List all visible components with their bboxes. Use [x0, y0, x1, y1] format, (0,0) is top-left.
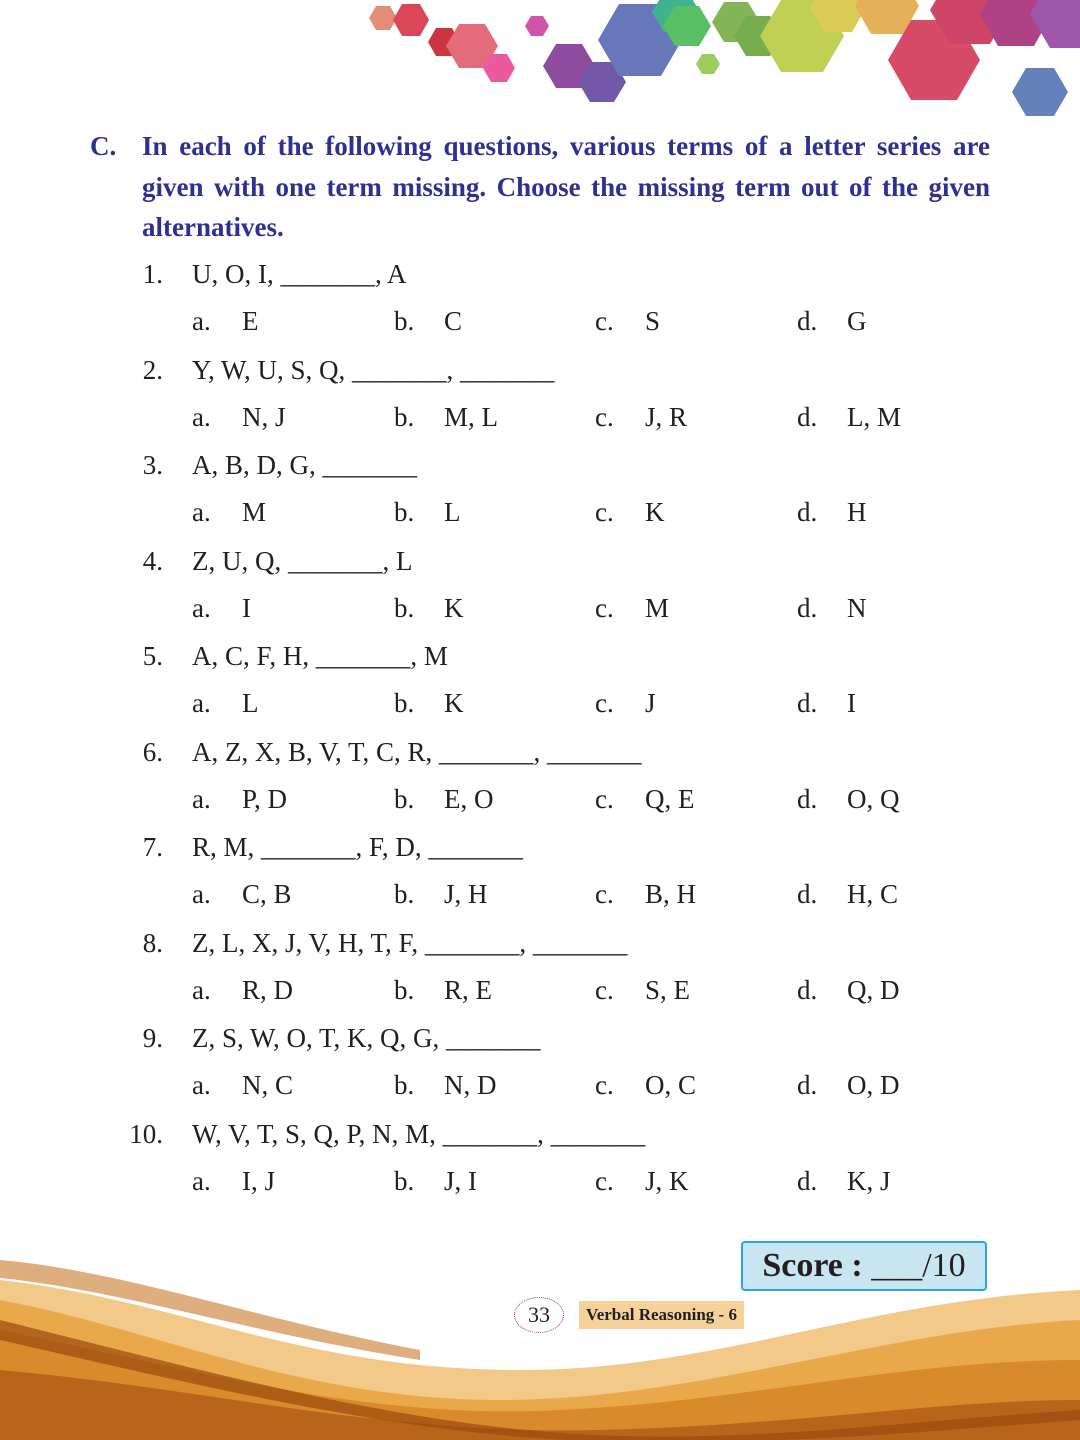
option-a[interactable]: a. N, C — [192, 1070, 294, 1100]
option-c[interactable]: c. O, C — [595, 1070, 697, 1100]
decorative-hexagon-banner — [0, 0, 1080, 130]
book-title-tag: Verbal Reasoning - 6 — [579, 1301, 744, 1329]
option-b[interactable]: b. E, O — [394, 783, 494, 814]
question-text: Z, S, W, O, T, K, Q, G, _______ — [192, 1023, 541, 1053]
question-number: 5. — [142, 641, 163, 671]
question-text: A, B, D, G, _______ — [192, 450, 418, 480]
question-number: 4. — [142, 545, 163, 576]
option-c[interactable]: c. J — [595, 688, 656, 718]
option-d[interactable]: d. N — [797, 592, 867, 623]
question-text: A, C, F, H, _______, M — [192, 641, 448, 671]
option-a[interactable]: a. C, B — [192, 879, 292, 909]
question-number: 8. — [142, 927, 163, 958]
option-c[interactable]: c. M — [595, 592, 670, 623]
question-number: 6. — [142, 736, 163, 767]
option-a[interactable]: a. I, J — [192, 1165, 275, 1196]
section-heading — [90, 126, 990, 248]
option-c[interactable]: c. J, R — [595, 401, 688, 432]
question-text: Y, W, U, S, Q, _______, _______ — [192, 354, 555, 385]
question-7 — [0, 823, 1080, 919]
option-row — [0, 488, 1080, 536]
option-a[interactable]: a. I — [192, 592, 251, 623]
option-d[interactable]: d. K, J — [797, 1165, 891, 1196]
option-b[interactable]: b. L — [394, 497, 461, 527]
option-a[interactable]: a. E — [192, 306, 259, 336]
option-a[interactable]: a. R, D — [192, 974, 294, 1005]
option-c[interactable]: c. J, K — [595, 1165, 689, 1196]
option-b[interactable]: b. J, H — [394, 879, 488, 909]
option-b[interactable]: b. K — [394, 688, 464, 718]
option-row — [0, 679, 1080, 727]
question-number: 2. — [142, 354, 163, 385]
question-4 — [0, 537, 1080, 633]
option-b[interactable]: b. N, D — [394, 1070, 497, 1100]
question-2 — [0, 346, 1080, 442]
option-d[interactable]: d. Q, D — [797, 974, 900, 1005]
option-d[interactable]: d. O, D — [797, 1070, 900, 1100]
option-a[interactable]: a. N, J — [192, 401, 286, 432]
question-9 — [0, 1014, 1080, 1110]
question-6 — [0, 728, 1080, 824]
option-row — [0, 1157, 1080, 1205]
option-d[interactable]: d. I — [797, 688, 856, 718]
question-text: R, M, _______, F, D, _______ — [192, 832, 523, 862]
option-a[interactable]: a. P, D — [192, 783, 288, 814]
option-b[interactable]: b. C — [394, 306, 463, 336]
option-c[interactable]: c. B, H — [595, 879, 697, 909]
question-number: 9. — [142, 1023, 163, 1053]
option-d[interactable]: d. G — [797, 306, 867, 336]
question-5 — [0, 632, 1080, 728]
question-3 — [0, 441, 1080, 537]
option-c[interactable]: c. Q, E — [595, 783, 695, 814]
section-instruction: In each of the following questions, various terms of a letter series are given with one term missing. Choose the missing term out of the given alternatives. — [142, 131, 990, 242]
page-number: 33 — [514, 1297, 564, 1333]
option-row — [0, 297, 1080, 345]
option-row — [0, 584, 1080, 632]
question-1 — [0, 250, 1080, 346]
option-c[interactable]: c. S — [595, 306, 661, 336]
option-b[interactable]: b. J, I — [394, 1165, 477, 1196]
option-row — [0, 775, 1080, 823]
question-8 — [0, 919, 1080, 1015]
option-d[interactable]: d. H — [797, 497, 867, 527]
question-number: 7. — [142, 832, 163, 862]
question-text: U, O, I, _______, A — [192, 259, 407, 289]
question-number: 1. — [142, 259, 163, 289]
option-d[interactable]: d. O, Q — [797, 783, 900, 814]
option-row — [0, 1061, 1080, 1109]
option-row — [0, 393, 1080, 441]
score-value: ___/10 — [871, 1247, 966, 1284]
option-b[interactable]: b. K — [394, 592, 464, 623]
question-number: 3. — [142, 450, 163, 480]
question-10 — [0, 1110, 1080, 1206]
option-c[interactable]: c. S, E — [595, 974, 691, 1005]
option-c[interactable]: c. K — [595, 497, 665, 527]
option-b[interactable]: b. M, L — [394, 401, 498, 432]
question-text: Z, L, X, J, V, H, T, F, _______, _______ — [192, 927, 628, 958]
score-box — [741, 1241, 987, 1291]
question-text: W, V, T, S, Q, P, N, M, _______, _______ — [192, 1118, 646, 1149]
score-label: Score : — [762, 1247, 863, 1284]
option-row — [0, 870, 1080, 918]
question-text: A, Z, X, B, V, T, C, R, _______, _______ — [192, 736, 642, 767]
question-text: Z, U, Q, _______, L — [192, 545, 413, 576]
option-d[interactable]: d. H, C — [797, 879, 899, 909]
option-b[interactable]: b. R, E — [394, 974, 493, 1005]
option-a[interactable]: a. M — [192, 497, 267, 527]
question-list — [0, 250, 1080, 1205]
section-letter: C. — [90, 131, 117, 161]
option-d[interactable]: d. L, M — [797, 401, 901, 432]
option-row — [0, 966, 1080, 1014]
option-a[interactable]: a. L — [192, 688, 259, 718]
question-number: 10. — [129, 1118, 163, 1149]
